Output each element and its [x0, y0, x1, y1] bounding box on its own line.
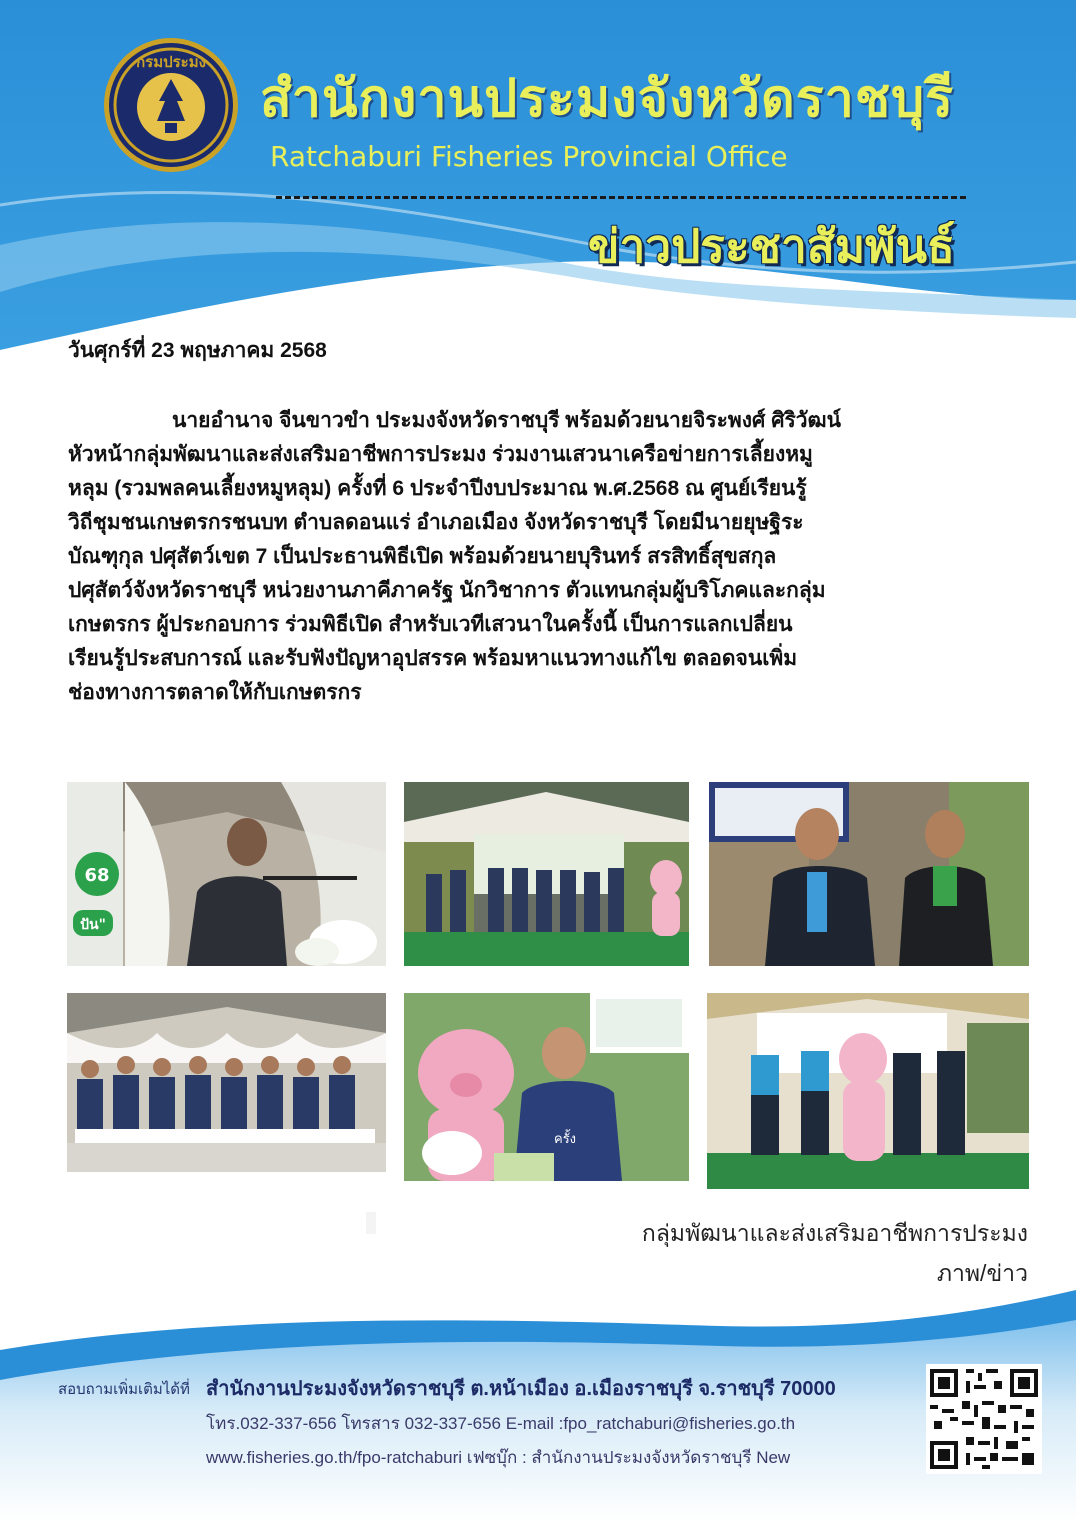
news-body	[68, 404, 1010, 710]
footer-wave-background	[0, 1290, 1076, 1521]
office-title-thai: สำนักงานประมงจังหวัดราชบุรี	[260, 69, 955, 129]
photo-badge-text: ปัน"	[80, 917, 106, 933]
photo-seated-audience	[67, 993, 386, 1172]
photo-shirt-text: ครั้ง	[554, 1132, 577, 1147]
credit-photo-news: ภาพ/ข่าว	[936, 1260, 1028, 1286]
svg-text:กรมประมง: กรมประมง	[136, 53, 206, 71]
body-line: หัวหน้ากลุ่มพัฒนาและส่งเสริมอาชีพการประมง ร่วมงานเสวนาเครือข่ายการเลี้ยงหมู	[68, 443, 813, 466]
footer-phone-email: โทร.032-337-656 โทรสาร 032-337-656 E-mail :fpo_ratchaburi@fisheries.go.th	[206, 1414, 796, 1433]
press-release-heading: ข่าวประชาสัมพันธ์	[588, 219, 956, 273]
footer-website-link[interactable]: www.fisheries.go.th/fpo-ratchaburi เฟซบุ๊ก : สำนักงานประมงจังหวัดราชบุรี New	[206, 1448, 791, 1467]
header-divider	[276, 196, 966, 199]
office-title-english: Ratchaburi Fisheries Provincial Office	[270, 140, 788, 173]
photo-group-on-stage	[404, 782, 689, 966]
photo-badge-number: 68	[84, 865, 110, 886]
footer-contact-label: สอบถามเพิ่มเติมได้ที่	[58, 1381, 190, 1398]
body-line: บัณฑุกุล ปศุสัตว์เขต 7 เป็นประธานพิธีเปิด พร้อมด้วยนายบุรินทร์ สรสิทธิ์สุขสกุล	[68, 545, 777, 568]
credit-department: กลุ่มพัฒนาและส่งเสริมอาชีพการประมง	[641, 1220, 1028, 1246]
scan-artifact	[366, 1212, 376, 1234]
photo-group-with-pig-mascot	[707, 993, 1029, 1189]
footer-banner	[0, 1290, 1076, 1521]
photo-two-officials-seated	[709, 782, 1029, 966]
footer-office-address: สำนักงานประมงจังหวัดราชบุรี ต.หน้าเมือง อ.เมืองราชบุรี จ.ราชบุรี 70000	[206, 1378, 836, 1400]
body-line: หลุม (รวมพลคนเลี้ยงหมูหลุม) ครั้งที่ 6 ประจำปีงบประมาณ พ.ศ.2568 ณ ศูนย์เรียนรู้	[68, 477, 807, 500]
body-line: เรียนรู้ประสบการณ์ และรับฟังปัญหาอุปสรรค พร้อมหาแนวทางแก้ไข ตลอดจนเพิ่ม	[68, 647, 798, 670]
fisheries-department-logo	[104, 38, 238, 172]
body-line: ปศุสัตว์จังหวัดราชบุรี หน่วยงานภาคีภาครัฐ นักวิชาการ ตัวแทนกลุ่มผู้บริโภคและกลุ่ม	[68, 579, 826, 602]
body-line: เกษตรกร ผู้ประกอบการ ร่วมพิธีเปิด สำหรับเวทีเสวนาในครั้งนี้ เป็นการแลกเปลี่ยน	[68, 613, 793, 636]
news-date: วันศุกร์ที่ 23 พฤษภาคม 2568	[68, 339, 327, 362]
body-line: ช่องทางการตลาดให้กับเกษตรกร	[68, 681, 362, 704]
photo-speaker-at-podium	[67, 782, 386, 966]
body-line: นายอำนาจ จีนขาวขำ ประมงจังหวัดราชบุรี พร้อมด้วยนายจิระพงศ์ ศิริวัฒน์	[172, 409, 841, 432]
body-line: วิถีชุมชนเกษตรกรชนบท ตำบลดอนแร่ อำเภอเมือง จังหวัดราชบุรี โดยมีนายยุษฐิระ	[68, 511, 804, 534]
qr-code-icon[interactable]	[926, 1364, 1042, 1474]
photo-speaker-with-mascot	[404, 993, 689, 1181]
